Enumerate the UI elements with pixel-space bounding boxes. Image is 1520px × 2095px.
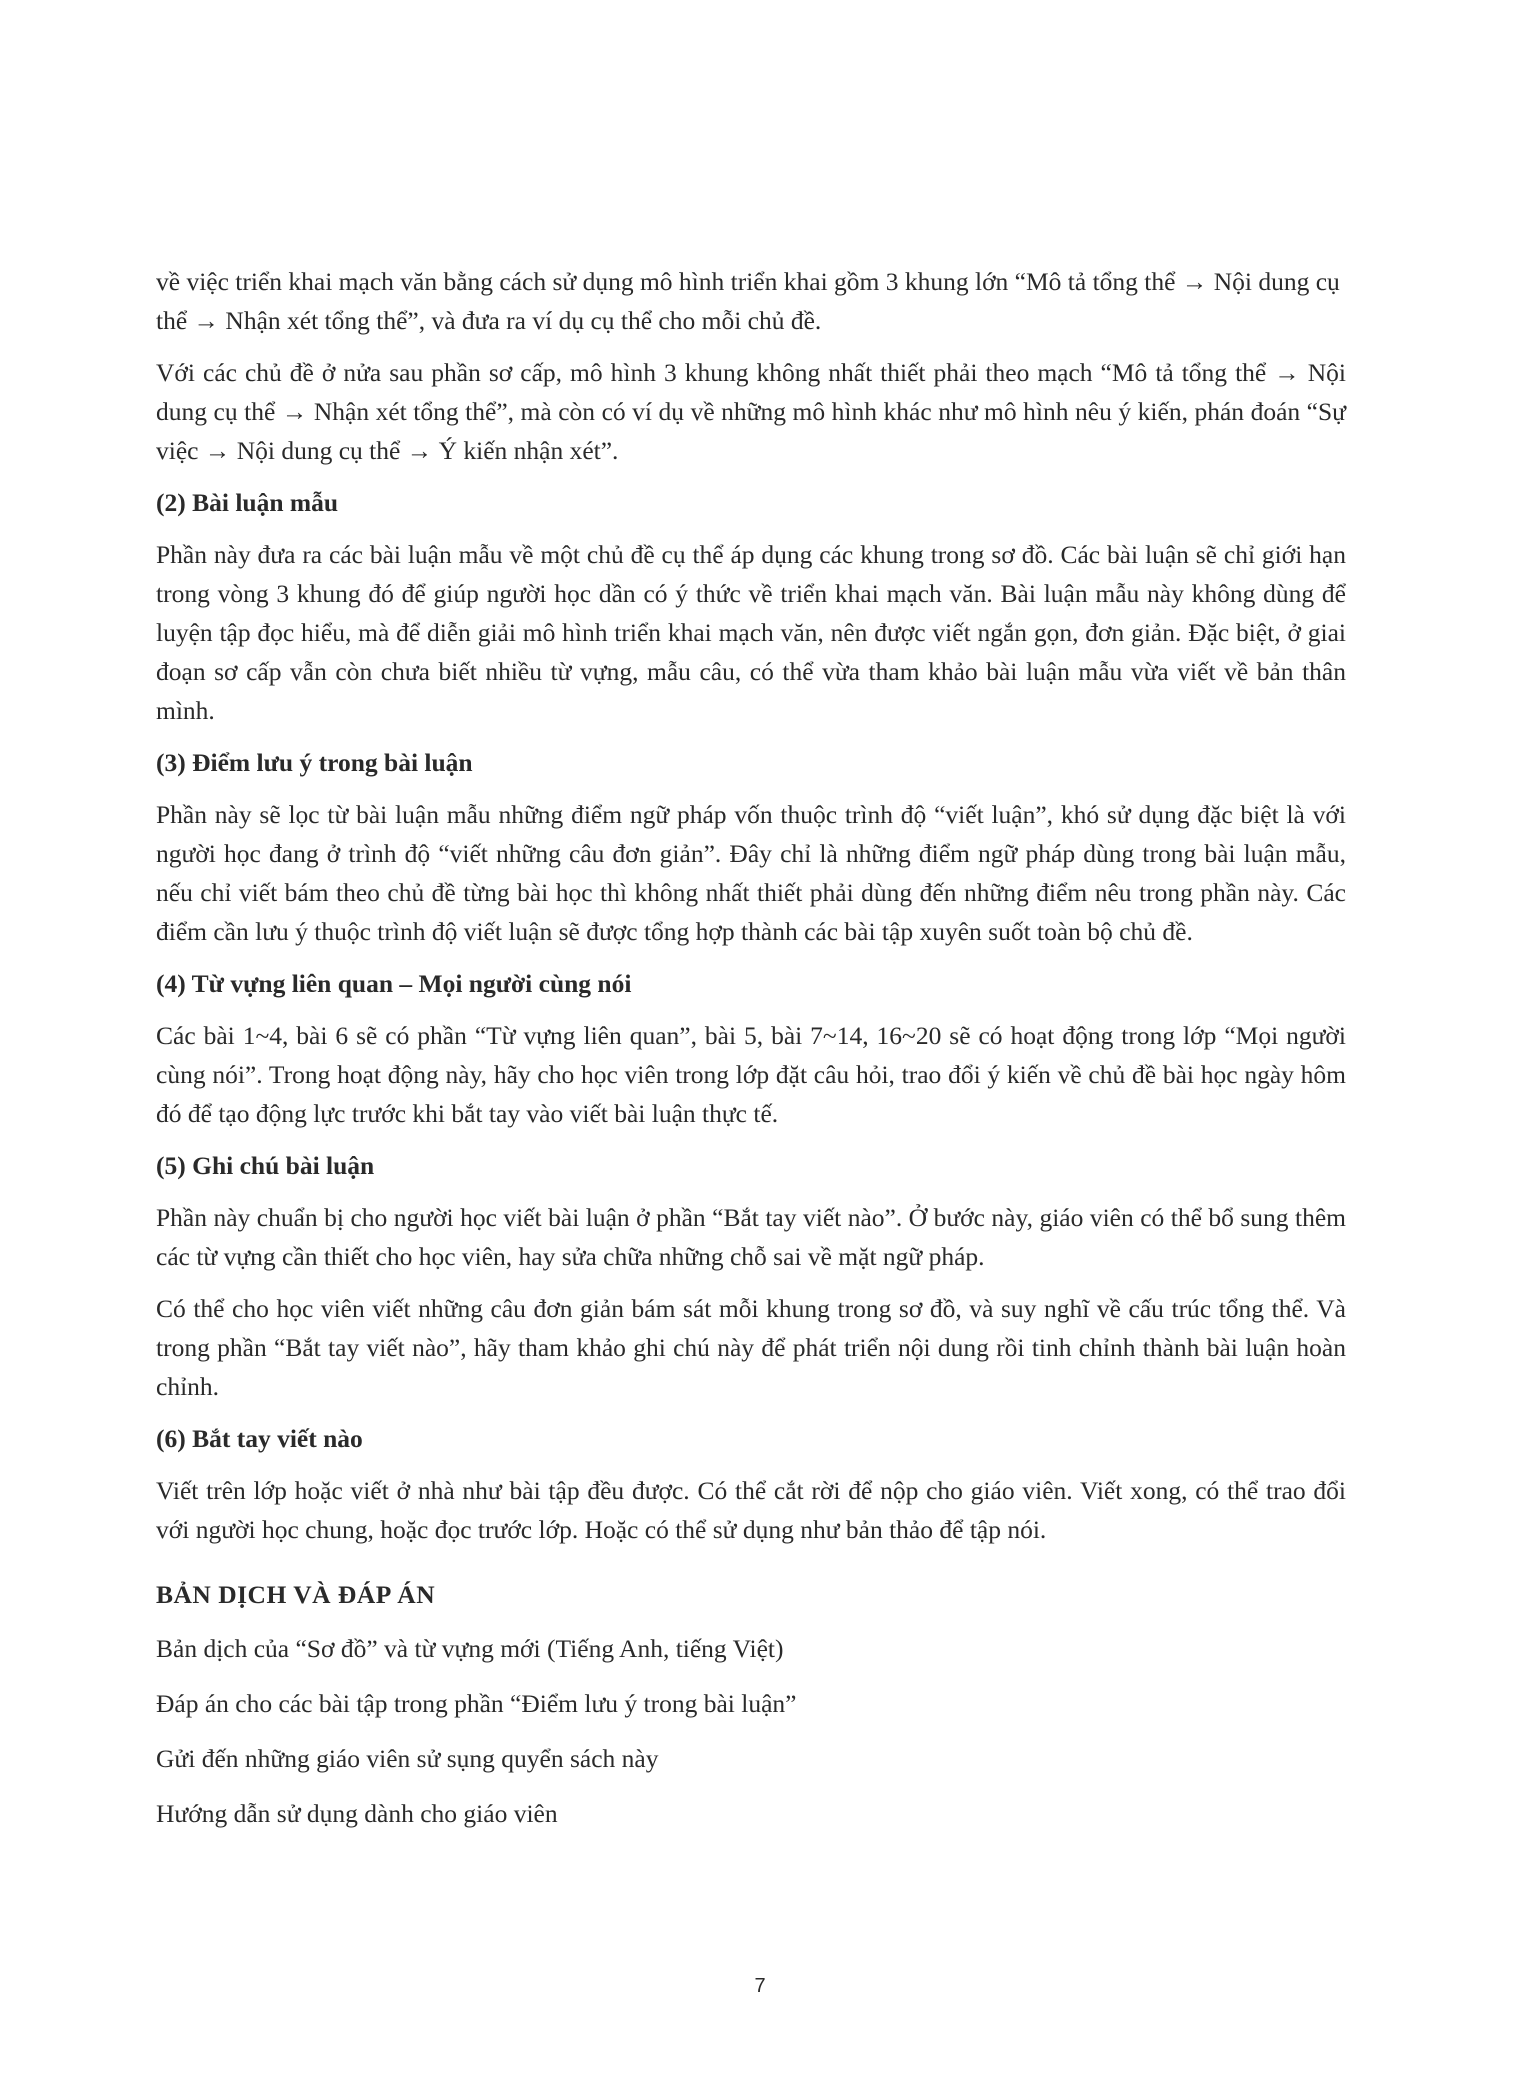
translations-item: Hướng dẫn sử dụng dành cho giáo viên [156, 1799, 558, 1828]
section-paragraph-essay-notes: Phần này sẽ lọc từ bài luận mẫu những điểm ngữ pháp vốn thuộc trình độ “viết luận”, khó sử dụng đặc biệt là với người học đang ở trình độ “viết những câu đơn giản”. Đây chỉ là những điểm ngữ pháp dùng trong bài luận mẫu, nếu chỉ viết bám theo chủ đề từng bài học thì không nhất thiết phải dùng đến những điểm nêu trong phần này. Các điểm cần lưu ý thuộc trình độ viết luận sẽ được tổng hợp thành các bài tập xuyên suốt toàn bộ chủ đề. [156, 800, 1346, 946]
section-paragraph-sample-essay: Phần này đưa ra các bài luận mẫu về một chủ đề cụ thể áp dụng các khung trong sơ đồ. Các bài luận sẽ chỉ giới hạn trong vòng 3 khung đó để giúp người học dần có ý thức về triển khai mạch văn. Bài luận mẫu này không dùng để luyện tập đọc hiểu, mà để diễn giải mô hình triển khai mạch văn, nên được viết ngắn gọn, đơn giản. Đặc biệt, ở giai đoạn sơ cấp vẫn còn chưa biết nhiều từ vựng, mẫu câu, có thể vừa tham khảo bài luận mẫu vừa viết về bản thân mình. [156, 540, 1346, 725]
section-heading-essay-notes: (3) Điểm lưu ý trong bài luận [156, 748, 473, 777]
intro-paragraph-1: về việc triển khai mạch văn bằng cách sử dụng mô hình triển khai gồm 3 khung lớn “Mô tả tổng thể → Nội dung cụ thể → Nhận xét tổng thể”, và đưa ra ví dụ cụ thể cho mỗi chủ đề. [156, 267, 1340, 335]
translations-item: Bản dịch của “Sơ đồ” và từ vựng mới (Tiếng Anh, tiếng Việt) [156, 1634, 784, 1663]
page-content [156, 262, 1346, 1849]
translations-item: Gửi đến những giáo viên sử sụng quyển sách này [156, 1744, 659, 1773]
translations-heading: BẢN DỊCH VÀ ĐÁP ÁN [156, 1580, 436, 1609]
section-heading-sample-essay: (2) Bài luận mẫu [156, 488, 339, 517]
page-number: 7 [754, 1975, 766, 1997]
section-heading-vocabulary: (4) Từ vựng liên quan – Mọi người cùng nói [156, 969, 632, 998]
section-heading-start-writing: (6) Bắt tay viết nào [156, 1424, 363, 1453]
intro-paragraph-2: Với các chủ đề ở nửa sau phần sơ cấp, mô hình 3 khung không nhất thiết phải theo mạch “Mô tả tổng thể → Nội dung cụ thể → Nhận xét tổng thể”, mà còn có ví dụ về những mô hình khác như mô hình nêu ý kiến, phán đoán “Sự việc → Nội dung cụ thể → Ý kiến nhận xét”. [156, 358, 1346, 465]
section-paragraph-start-writing: Viết trên lớp hoặc viết ở nhà như bài tập đều được. Có thể cắt rời để nộp cho giáo viên. Viết xong, có thể trao đổi với người học chung, hoặc đọc trước lớp. Hoặc có thể sử dụng như bản thảo để tập nói. [156, 1476, 1346, 1544]
section-paragraph-essay-memo-2: Có thể cho học viên viết những câu đơn giản bám sát mỗi khung trong sơ đồ, và suy nghĩ về cấu trúc tổng thể. Và trong phần “Bắt tay viết nào”, hãy tham khảo ghi chú này để phát triển nội dung rồi tinh chỉnh thành bài luận hoàn chỉnh. [156, 1294, 1346, 1401]
section-paragraph-vocabulary: Các bài 1~4, bài 6 sẽ có phần “Từ vựng liên quan”, bài 5, bài 7~14, 16~20 sẽ có hoạt động trong lớp “Mọi người cùng nói”. Trong hoạt động này, hãy cho học viên trong lớp đặt câu hỏi, trao đổi ý kiến về chủ đề bài học ngày hôm đó để tạo động lực trước khi bắt tay vào viết bài luận thực tế. [156, 1021, 1346, 1128]
translations-item: Đáp án cho các bài tập trong phần “Điểm lưu ý trong bài luận” [156, 1689, 797, 1718]
section-heading-essay-memo: (5) Ghi chú bài luận [156, 1151, 375, 1180]
section-paragraph-essay-memo-1: Phần này chuẩn bị cho người học viết bài luận ở phần “Bắt tay viết nào”. Ở bước này, giáo viên có thể bổ sung thêm các từ vựng cần thiết cho học viên, hay sửa chữa những chỗ sai về mặt ngữ pháp. [156, 1203, 1346, 1271]
